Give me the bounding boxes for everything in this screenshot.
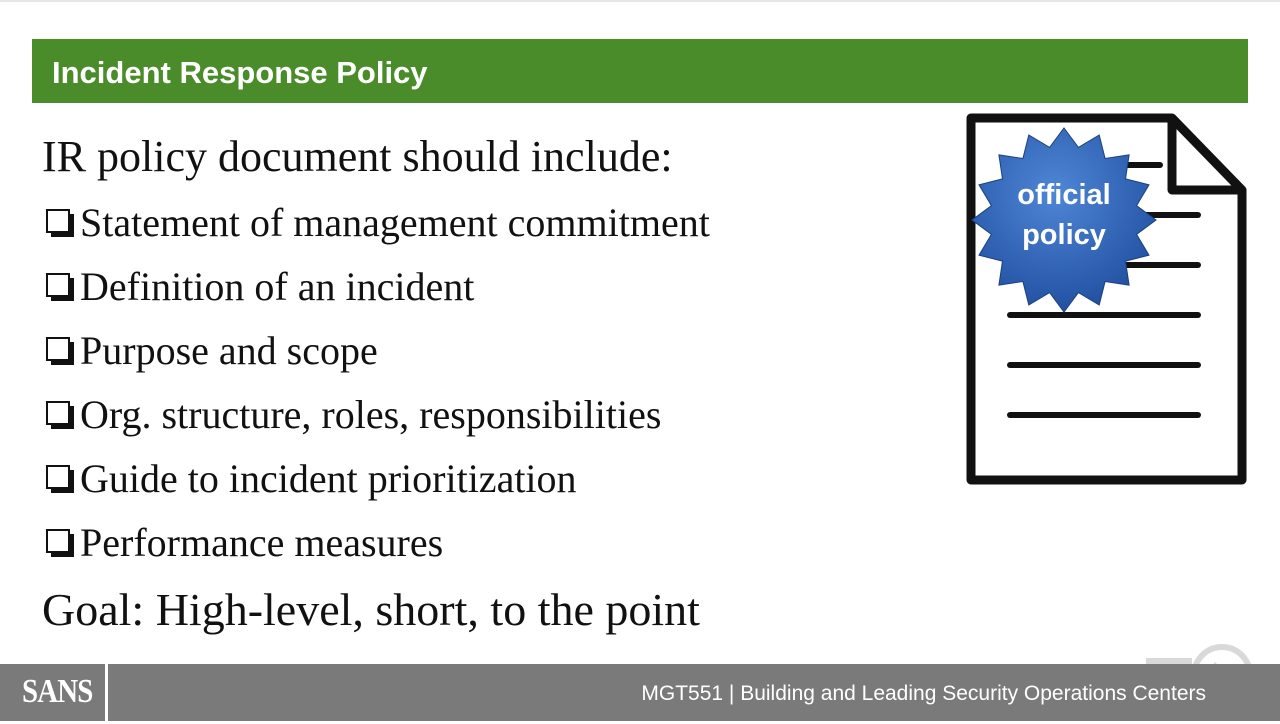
top-rule [0,0,1280,2]
list-item-text: Org. structure, roles, responsibilities [80,391,662,437]
title-bar [32,39,1248,103]
slide-title: Incident Response Policy [52,55,428,90]
list-item-text: Statement of management commitment [80,199,710,245]
badge-text-line2: policy [1022,219,1106,251]
list-item-text: Guide to incident prioritization [80,455,577,501]
list-item-text: Purpose and scope [80,327,378,373]
list-item [42,510,942,574]
checkbox-bullet-icon [46,465,72,491]
list-item [42,190,942,254]
list-item [42,446,942,510]
content-heading: IR policy document should include: [42,132,673,181]
document-icon [960,108,1260,498]
badge-text-line1: official [1017,179,1111,211]
bullet-list [42,190,942,574]
list-item-text: Performance measures [80,519,444,565]
footer-bar [0,664,1280,721]
checkbox-bullet-icon [46,529,72,555]
course-title: MGT551 | Building and Leading Security Operations Centers [641,682,1206,705]
checkbox-bullet-icon [46,401,72,427]
list-item [42,382,942,446]
sans-logo: SANS [22,673,93,710]
slide-content [42,128,942,640]
list-item [42,254,942,318]
goal-statement: Goal: High-level, short, to the point [42,584,700,635]
checkbox-bullet-icon [46,337,72,363]
footer-divider [105,664,108,721]
list-item [42,318,942,382]
checkbox-bullet-icon [46,209,72,235]
checkbox-bullet-icon [46,273,72,299]
list-item-text: Definition of an incident [80,263,475,309]
